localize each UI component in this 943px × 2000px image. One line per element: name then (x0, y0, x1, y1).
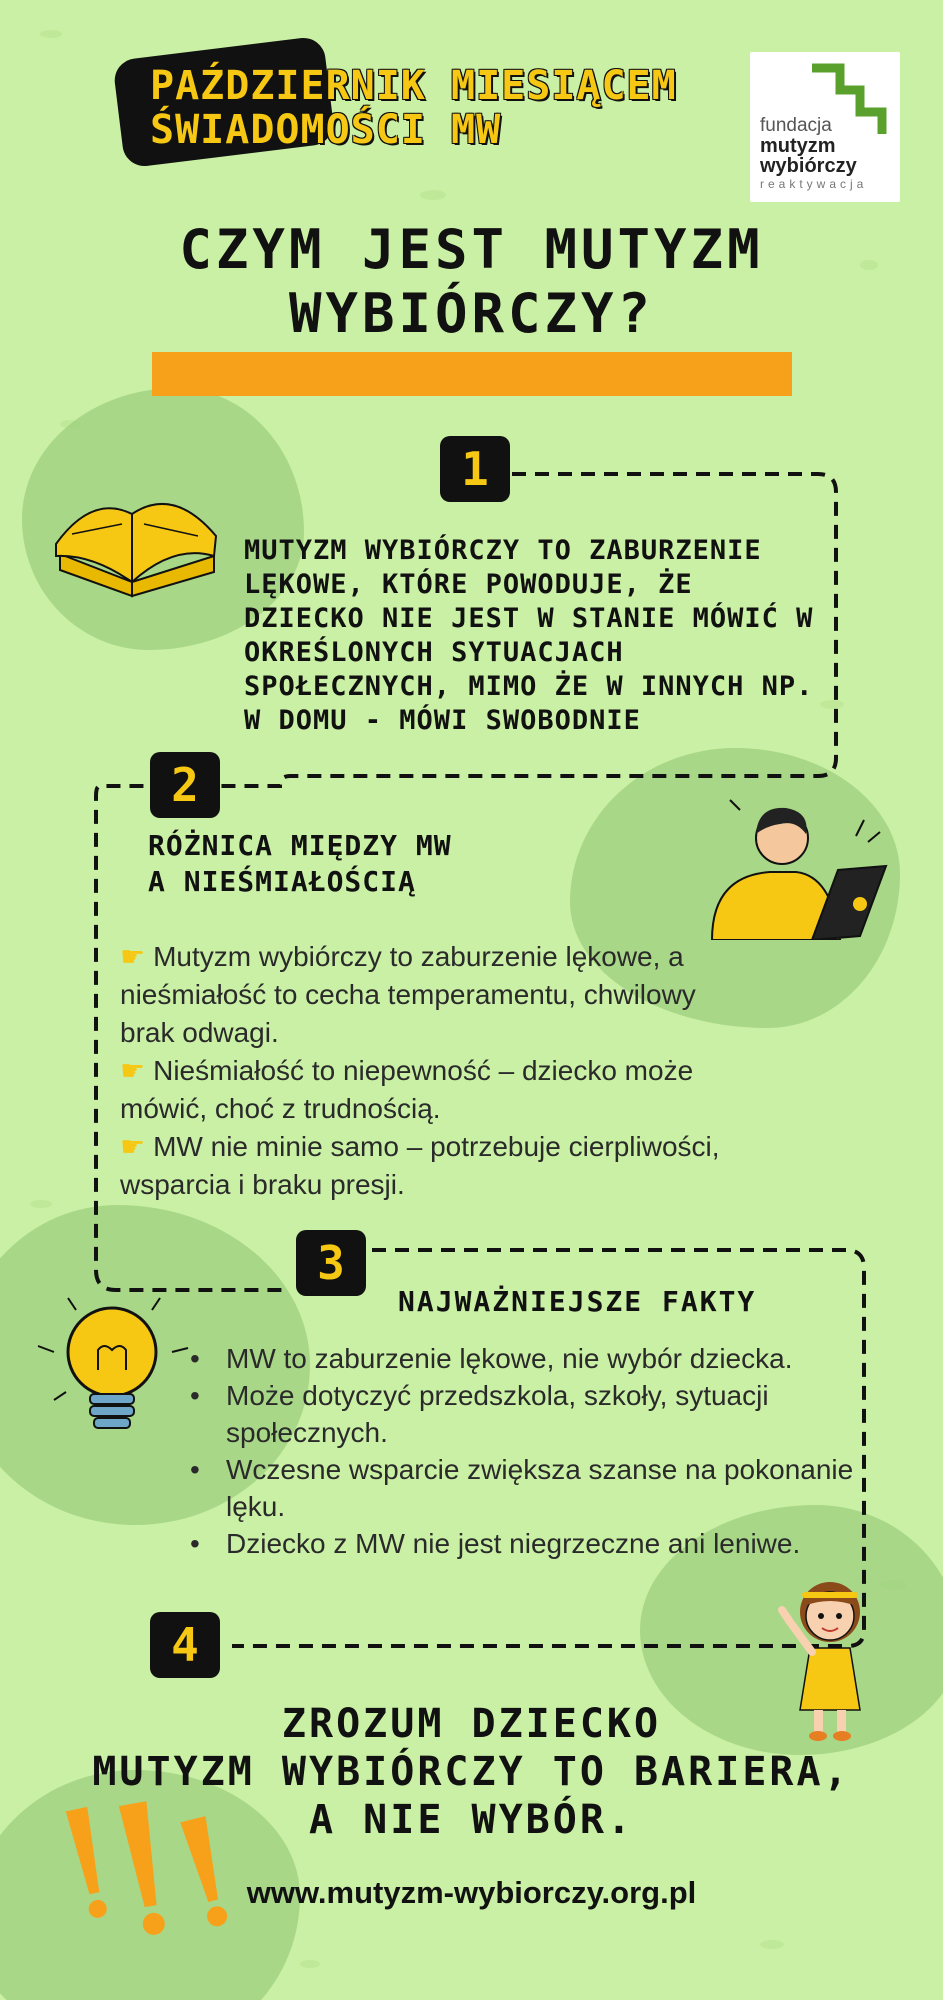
pointing-hand-icon: ☛ (120, 1055, 146, 1086)
list-item-text: MW nie minie samo – potrzebuje cierpliwości, wsparcia i braku presji. (120, 1131, 720, 1200)
list-item (120, 1052, 750, 1128)
section-3-title: NAJWAŻNIEJSZE FAKTY (398, 1285, 757, 1318)
exclamation-icon (58, 1798, 228, 1948)
section-2-title-line-1: RÓŻNICA MIĘDZY MW (148, 829, 452, 862)
website-url[interactable]: www.mutyzm-wybiorczy.org.pl (246, 1875, 697, 1910)
list-item: • MW to zaburzenie lękowe, nie wybór dziecka. (190, 1340, 860, 1377)
closing-line-1: ZROZUM DZIECKO (281, 1701, 662, 1747)
section-2-title-line-2: A NIEŚMIAŁOŚCIĄ (148, 865, 416, 898)
section-2-title (148, 828, 668, 900)
list-item: • Wczesne wsparcie zwiększa szanse na pokonanie lęku. (190, 1451, 860, 1525)
section-1-number-badge (440, 436, 510, 502)
title-line-1: CZYM JEST MUTYZM (179, 218, 764, 281)
list-item: • Może dotyczyć przedszkola, szkoły, sytuacji społecznych. (190, 1377, 860, 1451)
section-3-number: 3 (317, 1236, 345, 1290)
logo-line-3: wybiórczy (760, 155, 857, 177)
list-item-text: Nieśmiałość to niepewność – dziecko może mówić, choć z trudnością. (120, 1055, 694, 1124)
lightbulb-icon (24, 1290, 194, 1450)
logo-line-4: reaktywacja (760, 177, 868, 191)
section-3-list (190, 1340, 860, 1562)
section-2-number-badge (150, 752, 220, 818)
person-laptop-icon (700, 790, 890, 940)
pointing-hand-icon: ☛ (120, 1131, 146, 1162)
logo-line-2: mutyzm (760, 135, 836, 157)
list-item (120, 1128, 750, 1204)
banner-line-1: PAŹDZIERNIK MIESIĄCEM (150, 63, 677, 109)
section-3-number-badge (296, 1230, 366, 1296)
book-icon (52, 484, 222, 604)
list-item: • Dziecko z MW nie jest niegrzeczne ani leniwe. (190, 1525, 860, 1562)
banner-line-2: ŚWIADOMOŚCI MW (150, 107, 502, 153)
section-2-list (120, 938, 750, 1204)
section-2-number: 2 (171, 758, 199, 812)
logo-line-1: fundacja (760, 115, 832, 136)
list-item (120, 938, 750, 1052)
section-1-text: MUTYZM WYBIÓRCZY TO ZABURZENIE LĘKOWE, KTÓRE POWODUJE, ŻE DZIECKO NIE JEST W STANIE MÓWIĆ W OKREŚLONYCH SYTUACJACH SPOŁECZNYCH, MIMO ŻE W INNYCH NP. W DOMU - MÓWI SWOBODNIE (244, 535, 814, 736)
section-4-number: 4 (171, 1618, 199, 1672)
section-4-number-badge (150, 1612, 220, 1678)
title-line-2: WYBIÓRCZY? (288, 282, 655, 345)
list-item-text: Mutyzm wybiórczy to zaburzenie lękowe, a nieśmiałość to cecha temperamentu, chwilowy brak odwagi. (120, 941, 696, 1048)
section-1-number: 1 (461, 442, 489, 496)
closing-line-3: A NIE WYBÓR. (309, 1797, 634, 1843)
pointing-hand-icon: ☛ (120, 941, 146, 972)
closing-line-2: MUTYZM WYBIÓRCZY TO BARIERA, (92, 1749, 851, 1795)
